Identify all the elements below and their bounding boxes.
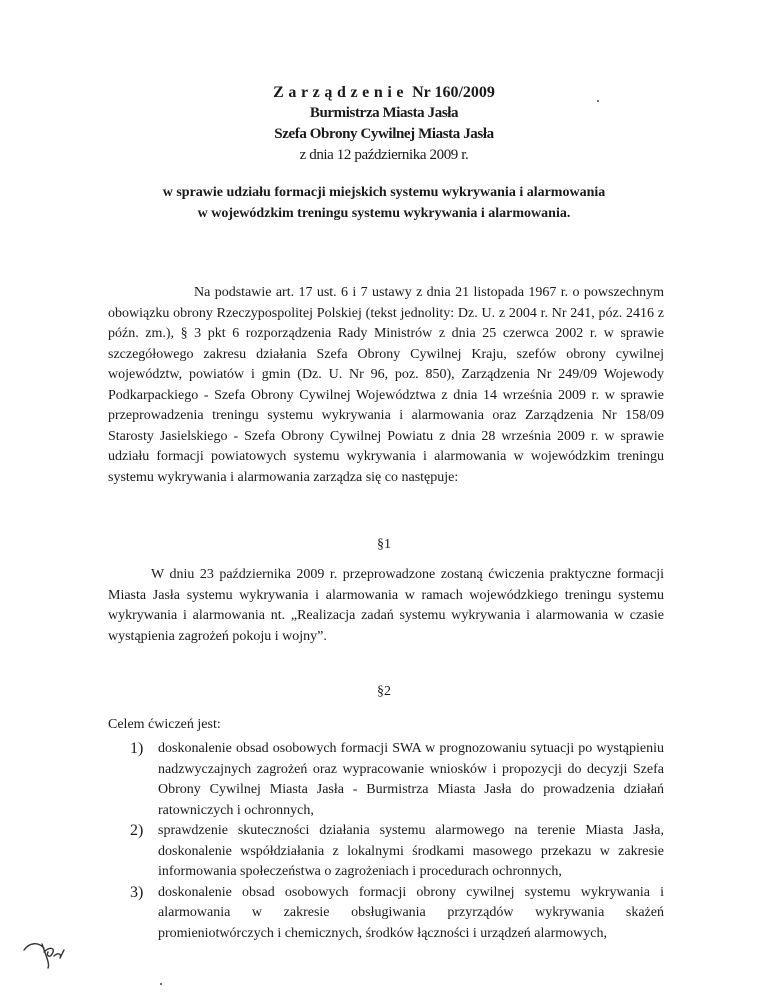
- scan-speck: [160, 983, 162, 985]
- document-title-word: Zarządzenie: [273, 84, 409, 101]
- goals-list: [130, 739, 664, 944]
- list-item-number: 2): [130, 822, 144, 839]
- document-date: z dnia 12 października 2009 r.: [299, 147, 469, 163]
- list-item: [130, 883, 664, 945]
- issuer-civil-defense: Szefa Obrony Cywilnej Miasta Jasła: [274, 126, 494, 142]
- subject-line-2: w wojewódzkim treningu systemu wykrywania i alarmowania.: [197, 206, 571, 221]
- legal-basis-paragraph: Na podstawie art. 17 ust. 6 i 7 ustawy z dnia 21 listopada 1967 r. o powszechnym obowiązku obrony Rzeczypospolitej Polskiej (tekst jednolity: Dz. U. z 2004 r. Nr 241, póz. 2416 z późn. zm.), § 3 pkt 6 rozporządzenia Rady Ministrów z dnia 25 czerwca 2002 r. w sprawie szczegółowego zakresu działania Szefa Obrony Cywilnej Kraju, szefów obrony cywilnej województw, powiatów i gmin (Dz. U. Nr 96, poz. 850), Zarządzenia Nr 249/09 Wojewody Podkarpackiego - Szefa Obrony Cywilnej Województwa z dnia 14 września 2009 r. w sprawie przeprowadzenia treningu systemu wykrywania i alarmowania oraz Zarządzenia Nr 158/09 Starosty Jasielskiego - Szefa Obrony Cywilnej Powiatu z dnia 28 września 2009 r. w sprawie udziału formacji powiatowych systemu wykrywania i alarmowania w wojewódzkim treningu systemu wykrywania i alarmowania zarządza się co następuje:: [108, 285, 664, 485]
- subject-line-1: w sprawie udziału formacji miejskich systemu wykrywania i alarmowania: [162, 185, 606, 200]
- list-item-text: doskonalenie obsad osobowych formacji SWA w prognozowaniu sytuacji po wystąpieniu nadzwyczajnych zagrożeń oraz wypracowanie wniosków i propozycji do decyzji Szefa Obrony Cywilnej Miasta Jasła - Burmistrza Miasta Jasła do prowadzenia działań ratowniczych i ochronnych,: [158, 741, 664, 818]
- section-1-sign: §1: [377, 537, 391, 552]
- list-item: [130, 821, 664, 883]
- document-title: [0, 82, 768, 103]
- section-2-label: Celem ćwiczeń jest:: [108, 717, 221, 732]
- list-item-number: 3): [130, 883, 144, 901]
- list-item-text: sprawdzenie skuteczności działania systemu alarmowego na terenie Miasta Jasła, doskonalenie współdziałania z lokalnymi środkami masowego przekazu w zakresie informowania społeczeństwa o zagrożeniach i procedurach ochronnych,: [158, 823, 664, 879]
- list-item-number: 1): [130, 740, 144, 757]
- initials-signature: [20, 936, 68, 970]
- list-item: [130, 739, 664, 821]
- section-1-paragraph: W dniu 23 października 2009 r. przeprowadzone zostaną ćwiczenia praktyczne formacji Miasta Jasła systemu wykrywania i alarmowania w ramach wojewódzkiego treningu systemu wykrywania i alarmowania nt. „Realizacja zadań systemu wykrywania i alarmowania w czasie wystąpienia zagrożeń pokoju i wojny”.: [108, 567, 664, 644]
- list-item-text: doskonalenie obsad osobowych formacji obrony cywilnej systemu wykrywania i alarmowania w zakresie obsługiwania przyrządów wykrywania skażeń promieniotwórczych i chemicznych, środków łączności i urządzeń alarmowych,: [158, 884, 664, 941]
- section-2-sign: §2: [377, 684, 391, 699]
- document-number: Nr 160/2009: [412, 84, 495, 101]
- document-subject: [0, 182, 768, 224]
- scan-speck: [597, 100, 599, 102]
- document-header: [0, 82, 768, 166]
- issuer-mayor: Burmistrza Miasta Jasła: [309, 105, 459, 121]
